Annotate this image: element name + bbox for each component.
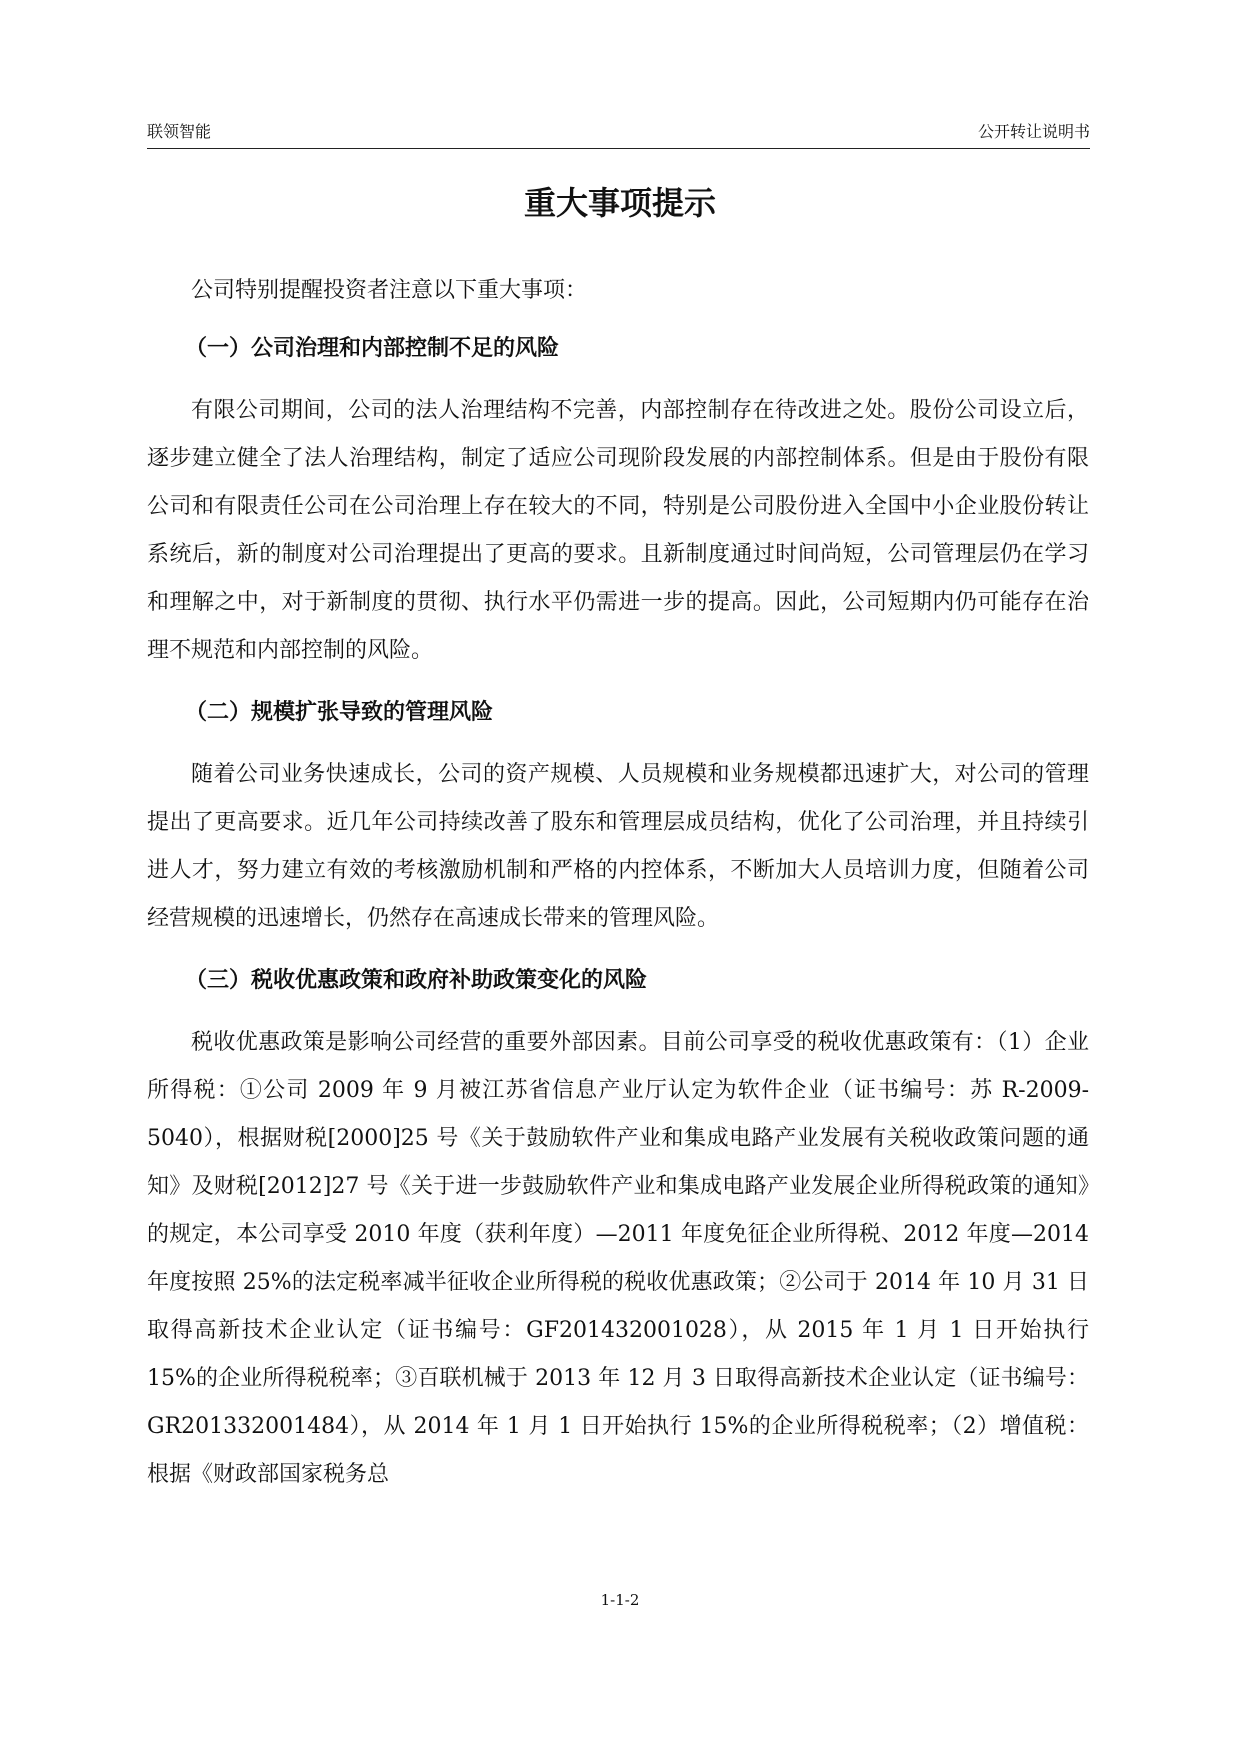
header-doc-type: 公开转让说明书: [977, 122, 1090, 141]
page-header: [147, 118, 1090, 149]
page-title: 重大事项提示: [523, 184, 716, 222]
intro-paragraph: 公司特别提醒投资者注意以下重大事项：: [191, 278, 588, 303]
section-body-3: 税收优惠政策是影响公司经营的重要外部因素。目前公司享受的税收优惠政策有：（1）企业所得税：①公司 2009 年 9 月被江苏省信息产业厅认定为软件企业（证书编号：苏 R-2009-5040），根据财税[2000]25 号《关于鼓励软件产业和集成电路产业发展有关税收政策问题的通知》及财税[2012]27 号《关于进一步鼓励软件产业和集成电路产业发展企业所得税政策的通知》的规定，本公司享受 2010 年度（获利年度）—2011 年度免征企业所得税、2012 年度—2014 年度按照 25%的法定税率减半征收企业所得税的税收优惠政策；②公司于 2014 年 10 月 31 日取得高新技术企业认定（证书编号：GF201432001028），从 2015 年 1 月 1 日开始执行 15%的企业所得税税率；③百联机械于 2013 年 12 月 3 日取得高新技术企业认定（证书编号：GR201332001484），从 2014 年 1 月 1 日开始执行 15%的企业所得税税率；（2）增值税：根据《财政部国家税务总: [147, 1030, 1089, 1487]
section-body-2: 随着公司业务快速成长，公司的资产规模、人员规模和业务规模都迅速扩大，对公司的管理提出了更高要求。近几年公司持续改善了股东和管理层成员结构，优化了公司治理，并且持续引进人才，努力建立有效的考核激励机制和严格的内控体系，不断加大人员培训力度，但随着公司经营规模的迅速增长，仍然存在高速成长带来的管理风险。: [147, 762, 1089, 931]
section-heading-1: （一）公司治理和内部控制不足的风险: [185, 336, 560, 361]
header-company: 联领智能: [147, 122, 212, 141]
document-body: [147, 267, 1089, 1499]
section-heading-2: （二）规模扩张导致的管理风险: [185, 700, 494, 725]
section-body-1: 有限公司期间，公司的法人治理结构不完善，内部控制存在待改进之处。股份公司设立后，逐步建立健全了法人治理结构，制定了适应公司现阶段发展的内部控制体系。但是由于股份有限公司和有限责任公司在公司治理上存在较大的不同，特别是公司股份进入全国中小企业股份转让系统后，新的制度对公司治理提出了更高的要求。且新制度通过时间尚短，公司管理层仍在学习和理解之中，对于新制度的贯彻、执行水平仍需进一步的提高。因此，公司短期内仍可能存在治理不规范和内部控制的风险。: [147, 398, 1089, 663]
page-number: 1-1-2: [600, 1591, 640, 1609]
section-heading-3: （三）税收优惠政策和政府补助政策变化的风险: [185, 968, 648, 993]
